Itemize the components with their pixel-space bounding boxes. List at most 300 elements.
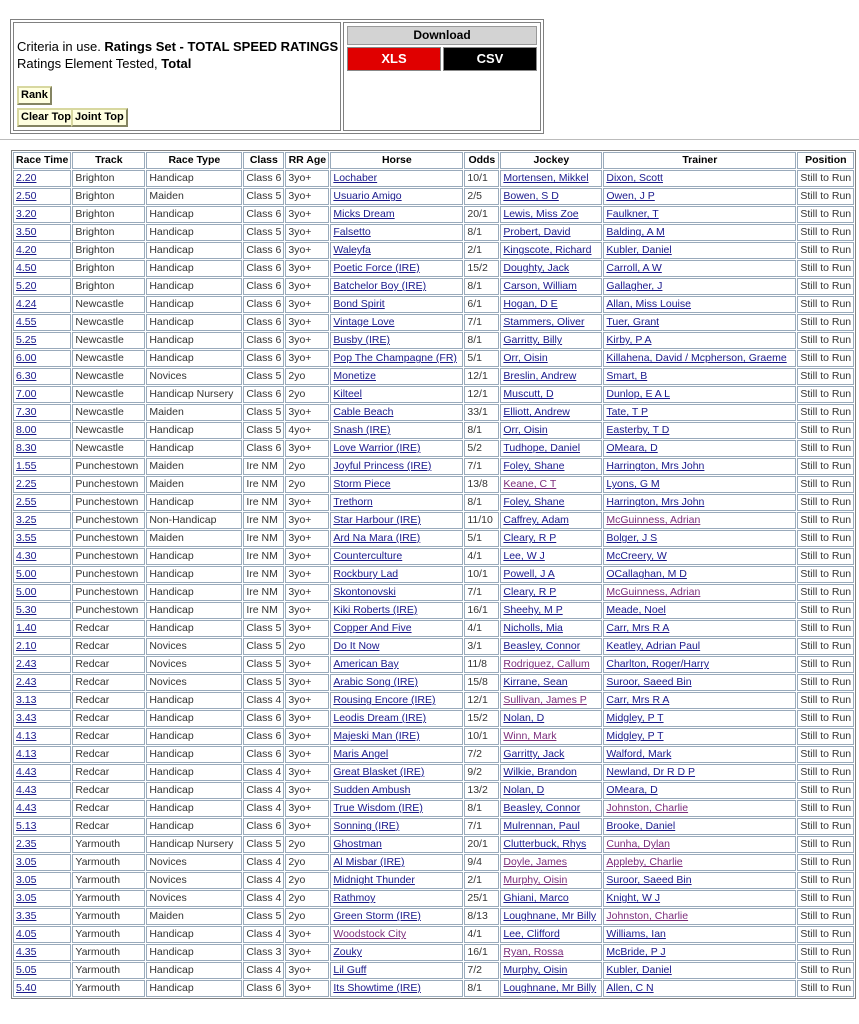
jockey-link[interactable]: Powell, J A — [503, 568, 555, 580]
trainer-link[interactable]: McGuinness, Adrian — [606, 514, 701, 526]
race-time-link[interactable]: 2.20 — [16, 172, 37, 184]
race-time-link[interactable]: 3.25 — [16, 514, 37, 526]
horse-link[interactable]: Joyful Princess (IRE) — [333, 460, 432, 472]
jockey-link[interactable]: Muscutt, D — [503, 388, 554, 400]
horse-link[interactable]: Its Showtime (IRE) — [333, 982, 421, 994]
cell-race-time — [13, 566, 71, 583]
cell-jockey — [500, 620, 602, 637]
trainer-link[interactable]: Kubler, Daniel — [606, 244, 672, 256]
horse-link[interactable]: Trethorn — [333, 496, 373, 508]
horse-link[interactable]: Majeski Man (IRE) — [333, 730, 420, 742]
cell-rr-age: 2yo — [285, 908, 329, 925]
horse-link[interactable]: Micks Dream — [333, 208, 395, 220]
cell-rr-age: 2yo — [285, 854, 329, 871]
cell-trainer — [603, 818, 796, 835]
jockey-link[interactable]: Sheehy, M P — [503, 604, 563, 616]
trainer-link[interactable]: Suroor, Saeed Bin — [606, 874, 692, 886]
horse-link[interactable]: Busby (IRE) — [333, 334, 390, 346]
trainer-link[interactable]: McBride, P J — [606, 946, 666, 958]
race-time-link[interactable]: 8.00 — [16, 424, 37, 436]
cell-trainer — [603, 962, 796, 979]
trainer-link[interactable]: Kubler, Daniel — [606, 964, 672, 976]
jockey-link[interactable]: Cleary, R P — [503, 586, 557, 598]
horse-link[interactable]: Falsetto — [333, 226, 371, 238]
joint-top-button[interactable]: Joint Top — [71, 108, 128, 127]
cell-jockey — [500, 746, 602, 763]
cell-track: Redcar — [72, 746, 145, 763]
trainer-link[interactable]: Suroor, Saeed Bin — [606, 676, 692, 688]
race-time-link[interactable]: 3.13 — [16, 694, 37, 706]
cell-track: Yarmouth — [72, 926, 145, 943]
race-time-link[interactable]: 5.05 — [16, 964, 37, 976]
horse-link[interactable]: Arabic Song (IRE) — [333, 676, 418, 688]
jockey-link[interactable]: Mortensen, Mikkel — [503, 172, 589, 184]
race-time-link[interactable]: 3.55 — [16, 532, 37, 544]
jockey-link[interactable]: Lee, W J — [503, 550, 545, 562]
race-time-link[interactable]: 2.43 — [16, 676, 37, 688]
trainer-link[interactable]: Killahena, David / Mcpherson, Graeme — [606, 352, 787, 364]
jockey-link[interactable]: Winn, Mark — [503, 730, 557, 742]
jockey-link[interactable]: Foley, Shane — [503, 460, 565, 472]
race-time-link[interactable]: 2.50 — [16, 190, 37, 202]
race-time-link[interactable]: 6.30 — [16, 370, 37, 382]
race-time-link[interactable]: 3.05 — [16, 856, 37, 868]
cell-horse — [330, 836, 463, 853]
horse-link[interactable]: Rousing Encore (IRE) — [333, 694, 436, 706]
race-time-link[interactable]: 8.30 — [16, 442, 37, 454]
jockey-link[interactable]: Nicholls, Mia — [503, 622, 563, 634]
table-body — [13, 170, 854, 997]
cell-position: Still to Run — [797, 512, 854, 529]
cell-odds: 5/1 — [464, 530, 499, 547]
trainer-link[interactable]: OCallaghan, M D — [606, 568, 687, 580]
horse-link[interactable]: Maris Angel — [333, 748, 389, 760]
cell-odds: 10/1 — [464, 728, 499, 745]
cell-race-time — [13, 728, 71, 745]
race-time-link[interactable]: 4.24 — [16, 298, 37, 310]
jockey-link[interactable]: Beasley, Connor — [503, 802, 581, 814]
cell-trainer — [603, 692, 796, 709]
horse-link[interactable]: True Wisdom (IRE) — [333, 802, 423, 814]
horse-link[interactable]: Snash (IRE) — [333, 424, 391, 436]
horse-link[interactable]: Lochaber — [333, 172, 378, 184]
jockey-link[interactable]: Loughnane, Mr Billy — [503, 910, 597, 922]
rank-button[interactable]: Rank — [17, 86, 52, 105]
cell-odds: 12/1 — [464, 368, 499, 385]
cell-trainer — [603, 332, 796, 349]
race-time-link[interactable]: 3.35 — [16, 910, 37, 922]
trainer-link[interactable]: Walford, Mark — [606, 748, 672, 760]
horse-link[interactable]: Al Misbar (IRE) — [333, 856, 405, 868]
cell-race-time — [13, 584, 71, 601]
jockey-link[interactable]: Murphy, Oisin — [503, 874, 568, 886]
race-time-link[interactable]: 7.00 — [16, 388, 37, 400]
trainer-link[interactable]: Gallagher, J — [606, 280, 663, 292]
horse-link[interactable]: Sonning (IRE) — [333, 820, 400, 832]
trainer-link[interactable]: Easterby, T D — [606, 424, 670, 436]
xls-download-button[interactable]: XLS — [347, 47, 441, 71]
trainer-link[interactable]: Tuer, Grant — [606, 316, 660, 328]
jockey-link[interactable]: Orr, Oisin — [503, 352, 548, 364]
trainer-link[interactable]: Knight, W J — [606, 892, 661, 904]
cell-track: Punchestown — [72, 494, 145, 511]
race-time-link[interactable]: 1.55 — [16, 460, 37, 472]
jockey-link[interactable]: Murphy, Oisin — [503, 964, 568, 976]
cell-track: Yarmouth — [72, 854, 145, 871]
cell-race-time — [13, 674, 71, 691]
cell-race-time — [13, 656, 71, 673]
trainer-link[interactable]: Midgley, P T — [606, 712, 664, 724]
jockey-link[interactable]: Orr, Oisin — [503, 424, 548, 436]
horse-link[interactable]: Star Harbour (IRE) — [333, 514, 421, 526]
race-time-link[interactable]: 5.25 — [16, 334, 37, 346]
trainer-link[interactable]: Meade, Noel — [606, 604, 666, 616]
cell-race-type: Maiden — [146, 530, 242, 547]
trainer-link[interactable]: Carr, Mrs R A — [606, 694, 670, 706]
race-time-link[interactable]: 2.10 — [16, 640, 37, 652]
cell-rr-age: 3yo+ — [285, 548, 329, 565]
trainer-link[interactable]: Bolger, J S — [606, 532, 658, 544]
race-time-link[interactable]: 5.40 — [16, 982, 37, 994]
race-time-link[interactable]: 3.05 — [16, 874, 37, 886]
cell-race-time — [13, 188, 71, 205]
cell-trainer — [603, 224, 796, 241]
race-time-link[interactable]: 3.05 — [16, 892, 37, 904]
jockey-link[interactable]: Lewis, Miss Zoe — [503, 208, 579, 220]
jockey-link[interactable]: Probert, David — [503, 226, 571, 238]
trainer-link[interactable]: Allen, C N — [606, 982, 654, 994]
race-time-link[interactable]: 5.30 — [16, 604, 37, 616]
race-time-link[interactable]: 2.25 — [16, 478, 37, 490]
jockey-link[interactable]: Doyle, James — [503, 856, 567, 868]
trainer-link[interactable]: Carr, Mrs R A — [606, 622, 670, 634]
jockey-link[interactable]: Mulrennan, Paul — [503, 820, 580, 832]
trainer-link[interactable]: Charlton, Roger/Harry — [606, 658, 710, 670]
cell-jockey — [500, 584, 602, 601]
race-time-link[interactable]: 4.43 — [16, 802, 37, 814]
cell-horse — [330, 458, 463, 475]
cell-track: Newcastle — [72, 350, 145, 367]
jockey-link[interactable]: Foley, Shane — [503, 496, 565, 508]
cell-rr-age: 3yo+ — [285, 764, 329, 781]
trainer-link[interactable]: McGuinness, Adrian — [606, 586, 701, 598]
cell-trainer — [603, 728, 796, 745]
horse-link[interactable]: Love Warrior (IRE) — [333, 442, 421, 454]
cell-class: Class 5 — [243, 188, 284, 205]
jockey-link[interactable]: Kingscote, Richard — [503, 244, 592, 256]
jockey-link[interactable]: Ghiani, Marco — [503, 892, 569, 904]
horse-link[interactable]: Storm Piece — [333, 478, 391, 490]
horse-link[interactable]: Batchelor Boy (IRE) — [333, 280, 427, 292]
cell-trainer — [603, 854, 796, 871]
cell-jockey — [500, 638, 602, 655]
race-time-link[interactable]: 4.43 — [16, 784, 37, 796]
cell-horse — [330, 980, 463, 997]
cell-race-time — [13, 278, 71, 295]
horse-link[interactable]: Woodstock City — [333, 928, 407, 940]
trainer-link[interactable]: Johnston, Charlie — [606, 910, 689, 922]
race-time-link[interactable]: 7.30 — [16, 406, 37, 418]
jockey-link[interactable]: Tudhope, Daniel — [503, 442, 581, 454]
cell-jockey — [500, 692, 602, 709]
horse-link[interactable]: Kiki Roberts (IRE) — [333, 604, 418, 616]
race-time-link[interactable]: 4.30 — [16, 550, 37, 562]
cell-trainer — [603, 980, 796, 997]
trainer-link[interactable]: OMeara, D — [606, 442, 658, 454]
jockey-link[interactable]: Breslin, Andrew — [503, 370, 577, 382]
jockey-link[interactable]: Ryan, Rossa — [503, 946, 564, 958]
cell-race-time — [13, 980, 71, 997]
cell-position: Still to Run — [797, 368, 854, 385]
cell-race-type: Maiden — [146, 188, 242, 205]
cell-position: Still to Run — [797, 620, 854, 637]
cell-track: Punchestown — [72, 602, 145, 619]
race-time-link[interactable]: 4.50 — [16, 262, 37, 274]
jockey-link[interactable]: Caffrey, Adam — [503, 514, 569, 526]
criteria-element-line — [17, 56, 191, 71]
horse-link[interactable]: Cable Beach — [333, 406, 394, 418]
trainer-link[interactable]: Faulkner, T — [606, 208, 659, 220]
table-row — [13, 170, 854, 187]
cell-race-type: Handicap — [146, 584, 242, 601]
horse-link[interactable]: Sudden Ambush — [333, 784, 411, 796]
trainer-link[interactable]: Newland, Dr R D P — [606, 766, 696, 778]
cell-trainer — [603, 404, 796, 421]
cell-class: Class 5 — [243, 908, 284, 925]
race-time-link[interactable]: 1.40 — [16, 622, 37, 634]
cell-track: Punchestown — [72, 584, 145, 601]
cell-track: Brighton — [72, 242, 145, 259]
race-time-link[interactable]: 4.13 — [16, 730, 37, 742]
jockey-link[interactable]: Wilkie, Brandon — [503, 766, 577, 778]
race-time-link[interactable]: 5.20 — [16, 280, 37, 292]
trainer-link[interactable]: Harrington, Mrs John — [606, 496, 705, 508]
cell-class: Class 5 — [243, 674, 284, 691]
cell-jockey — [500, 494, 602, 511]
table-row — [13, 224, 854, 241]
cell-trainer — [603, 800, 796, 817]
jockey-link[interactable]: Nolan, D — [503, 784, 545, 796]
trainer-link[interactable]: Dunlop, E A L — [606, 388, 670, 400]
cell-track: Redcar — [72, 710, 145, 727]
trainer-link[interactable]: Appleby, Charlie — [606, 856, 683, 868]
horse-link[interactable]: Zouky — [333, 946, 362, 958]
trainer-link[interactable]: Owen, J P — [606, 190, 655, 202]
cell-track: Redcar — [72, 674, 145, 691]
cell-odds: 8/1 — [464, 422, 499, 439]
cell-odds: 10/1 — [464, 170, 499, 187]
cell-track: Redcar — [72, 764, 145, 781]
trainer-link[interactable]: Williams, Ian — [606, 928, 666, 940]
jockey-link[interactable]: Garritty, Billy — [503, 334, 563, 346]
horse-link[interactable]: American Bay — [333, 658, 399, 670]
cell-trainer — [603, 656, 796, 673]
cell-horse — [330, 962, 463, 979]
jockey-link[interactable]: Beasley, Connor — [503, 640, 581, 652]
jockey-link[interactable]: Keane, C T — [503, 478, 557, 490]
cell-race-time — [13, 602, 71, 619]
race-time-link[interactable]: 3.43 — [16, 712, 37, 724]
jockey-link[interactable]: Sullivan, James P — [503, 694, 587, 706]
jockey-link[interactable]: Bowen, S D — [503, 190, 559, 202]
cell-jockey — [500, 476, 602, 493]
cell-horse — [330, 782, 463, 799]
cell-position: Still to Run — [797, 242, 854, 259]
jockey-link[interactable]: Lee, Clifford — [503, 928, 560, 940]
cell-class: Class 6 — [243, 440, 284, 457]
trainer-link[interactable]: Smart, B — [606, 370, 648, 382]
horse-link[interactable]: Usuario Amigo — [333, 190, 402, 202]
horse-link[interactable]: Waleyfa — [333, 244, 371, 256]
table-row — [13, 800, 854, 817]
jockey-link[interactable]: Elliott, Andrew — [503, 406, 570, 418]
trainer-link[interactable]: Carroll, A W — [606, 262, 662, 274]
jockey-link[interactable]: Hogan, D E — [503, 298, 558, 310]
trainer-link[interactable]: Harrington, Mrs John — [606, 460, 705, 472]
cell-jockey — [500, 800, 602, 817]
trainer-link[interactable]: Johnston, Charlie — [606, 802, 689, 814]
cell-position: Still to Run — [797, 188, 854, 205]
cell-horse — [330, 890, 463, 907]
cell-jockey — [500, 422, 602, 439]
cell-track: Yarmouth — [72, 836, 145, 853]
cell-horse — [330, 242, 463, 259]
cell-odds: 8/1 — [464, 980, 499, 997]
horse-link[interactable]: Rockbury Lad — [333, 568, 399, 580]
header-track: Track — [72, 152, 145, 169]
horse-link[interactable]: Do It Now — [333, 640, 380, 652]
race-time-link[interactable]: 3.20 — [16, 208, 37, 220]
trainer-link[interactable]: Kirby, P A — [606, 334, 652, 346]
horse-link[interactable]: Green Storm (IRE) — [333, 910, 421, 922]
horse-link[interactable]: Leodis Dream (IRE) — [333, 712, 427, 724]
cell-race-type: Handicap — [146, 764, 242, 781]
trainer-link[interactable]: McCreery, W — [606, 550, 667, 562]
horse-link[interactable]: Kilteel — [333, 388, 362, 400]
trainer-link[interactable]: Midgley, P T — [606, 730, 664, 742]
cell-position: Still to Run — [797, 224, 854, 241]
horse-link[interactable]: Vintage Love — [333, 316, 395, 328]
trainer-link[interactable]: Dixon, Scott — [606, 172, 663, 184]
trainer-link[interactable]: Cunha, Dylan — [606, 838, 670, 850]
cell-jockey — [500, 242, 602, 259]
cell-track: Redcar — [72, 692, 145, 709]
race-time-link[interactable]: 6.00 — [16, 352, 37, 364]
race-time-link[interactable]: 2.55 — [16, 496, 37, 508]
jockey-link[interactable]: Garritty, Jack — [503, 748, 565, 760]
race-time-link[interactable]: 3.50 — [16, 226, 37, 238]
cell-race-type: Handicap — [146, 728, 242, 745]
element-prefix: Ratings Element Tested, — [17, 56, 162, 71]
cell-trainer — [603, 314, 796, 331]
jockey-link[interactable]: Kirrane, Sean — [503, 676, 568, 688]
horse-link[interactable]: Lil Guff — [333, 964, 367, 976]
race-time-link[interactable]: 4.05 — [16, 928, 37, 940]
jockey-link[interactable]: Nolan, D — [503, 712, 545, 724]
cell-position: Still to Run — [797, 728, 854, 745]
cell-horse — [330, 530, 463, 547]
cell-trainer — [603, 638, 796, 655]
trainer-link[interactable]: Balding, A M — [606, 226, 665, 238]
jockey-link[interactable]: Loughnane, Mr Billy — [503, 982, 597, 994]
cell-race-type: Handicap — [146, 170, 242, 187]
race-time-link[interactable]: 4.13 — [16, 748, 37, 760]
trainer-link[interactable]: Keatley, Adrian Paul — [606, 640, 701, 652]
horse-link[interactable]: Skontonovski — [333, 586, 396, 598]
cell-jockey — [500, 836, 602, 853]
cell-horse — [330, 494, 463, 511]
trainer-link[interactable]: Allan, Miss Louise — [606, 298, 691, 310]
cell-race-time — [13, 314, 71, 331]
cell-race-time — [13, 710, 71, 727]
cell-race-type: Handicap — [146, 548, 242, 565]
race-time-link[interactable]: 5.00 — [16, 568, 37, 580]
race-time-link[interactable]: 4.35 — [16, 946, 37, 958]
race-time-link[interactable]: 4.20 — [16, 244, 37, 256]
cell-position: Still to Run — [797, 962, 854, 979]
cell-rr-age: 3yo+ — [285, 242, 329, 259]
trainer-link[interactable]: Lyons, G M — [606, 478, 660, 490]
cell-rr-age: 3yo+ — [285, 530, 329, 547]
race-time-link[interactable]: 4.55 — [16, 316, 37, 328]
table-row — [13, 368, 854, 385]
trainer-link[interactable]: Brooke, Daniel — [606, 820, 676, 832]
cell-position: Still to Run — [797, 908, 854, 925]
jockey-link[interactable]: Clutterbuck, Rhys — [503, 838, 587, 850]
cell-position: Still to Run — [797, 836, 854, 853]
horse-link[interactable]: Copper And Five — [333, 622, 412, 634]
horse-link[interactable]: Midnight Thunder — [333, 874, 415, 886]
cell-rr-age: 3yo+ — [285, 314, 329, 331]
race-time-link[interactable]: 5.13 — [16, 820, 37, 832]
jockey-link[interactable]: Cleary, R P — [503, 532, 557, 544]
cell-track: Brighton — [72, 188, 145, 205]
cell-position: Still to Run — [797, 584, 854, 601]
horse-link[interactable]: Ard Na Mara (IRE) — [333, 532, 421, 544]
cell-race-time — [13, 368, 71, 385]
cell-position: Still to Run — [797, 440, 854, 457]
horse-link[interactable]: Poetic Force (IRE) — [333, 262, 420, 274]
race-time-link[interactable]: 2.43 — [16, 658, 37, 670]
cell-horse — [330, 224, 463, 241]
race-time-link[interactable]: 5.00 — [16, 586, 37, 598]
jockey-link[interactable]: Stammers, Oliver — [503, 316, 585, 328]
cell-race-type: Handicap — [146, 206, 242, 223]
jockey-link[interactable]: Doughty, Jack — [503, 262, 570, 274]
trainer-link[interactable]: Tate, T P — [606, 406, 648, 418]
cell-jockey — [500, 908, 602, 925]
cell-jockey — [500, 296, 602, 313]
horse-link[interactable]: Pop The Champagne (FR) — [333, 352, 457, 364]
cell-track: Yarmouth — [72, 908, 145, 925]
horse-link[interactable]: Ghostman — [333, 838, 382, 850]
race-time-link[interactable]: 4.43 — [16, 766, 37, 778]
cell-horse — [330, 908, 463, 925]
jockey-link[interactable]: Carson, William — [503, 280, 577, 292]
jockey-link[interactable]: Rodriguez, Callum — [503, 658, 590, 670]
trainer-link[interactable]: OMeara, D — [606, 784, 658, 796]
race-time-link[interactable]: 2.35 — [16, 838, 37, 850]
horse-link[interactable]: Great Blasket (IRE) — [333, 766, 425, 778]
horse-link[interactable]: Rathmoy — [333, 892, 376, 904]
clear-top-button[interactable]: Clear Top — [17, 108, 75, 127]
csv-download-button[interactable]: CSV — [443, 47, 537, 71]
horse-link[interactable]: Bond Spirit — [333, 298, 385, 310]
horse-link[interactable]: Monetize — [333, 370, 376, 382]
cell-horse — [330, 674, 463, 691]
cell-jockey — [500, 224, 602, 241]
horse-link[interactable]: Counterculture — [333, 550, 403, 562]
